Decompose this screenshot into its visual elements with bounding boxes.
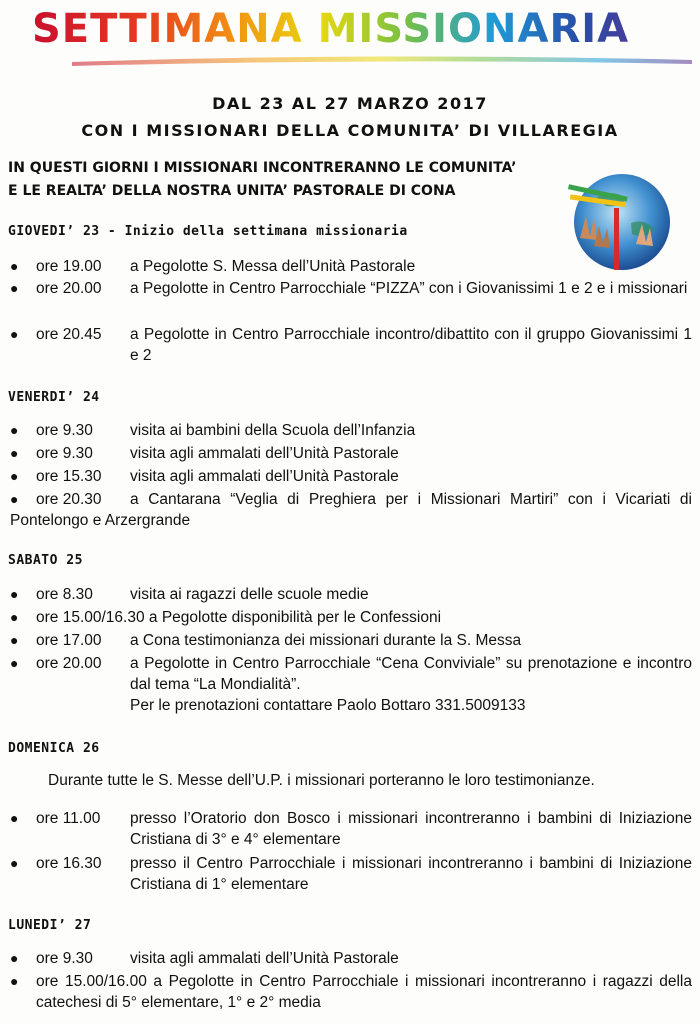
day-header-venerdi: VENERDI’ 24 xyxy=(8,390,100,405)
bullet-icon: ● xyxy=(10,491,19,507)
bullet-icon: ● xyxy=(10,655,19,671)
bullet-icon: ● xyxy=(10,973,19,989)
title-text: SETTIMANA MISSIONARIA xyxy=(32,6,672,52)
event-time: ore 20.00 xyxy=(36,655,102,672)
event-item xyxy=(10,630,692,651)
event-time: ore 16.30 xyxy=(36,855,102,872)
bullet-icon: ● xyxy=(10,445,19,461)
event-time: ore 17.00 xyxy=(36,632,102,649)
bullet-icon: ● xyxy=(10,810,19,826)
event-item xyxy=(10,256,692,277)
event-description: a Cona testimonianza dei missionari durante la S. Messa xyxy=(130,632,522,649)
event-item xyxy=(10,584,692,605)
event-description xyxy=(36,971,692,1013)
booking-contact: Per le prenotazioni contattare Paolo Bottaro 331.5009133 xyxy=(130,697,526,714)
day-header-lunedi: LUNEDI’ 27 xyxy=(8,918,92,933)
event-item xyxy=(10,466,692,487)
bullet-icon: ● xyxy=(10,609,19,625)
event-item xyxy=(10,324,692,366)
poster-title xyxy=(32,6,672,64)
event-item xyxy=(10,853,692,895)
event-description: a Cantarana “Veglia di Preghiera per i Missionari Martiri” con i Vicariati di Pontelongo e Arzergrande xyxy=(10,491,692,529)
event-time: ore 9.30 xyxy=(36,950,93,967)
event-item xyxy=(10,653,692,717)
event-description: visita agli ammalati dell’Unità Pastorale xyxy=(130,468,399,485)
event-time: ore 20.45 xyxy=(36,326,102,343)
bullet-icon: ● xyxy=(10,950,19,966)
event-description: a Pegolotte in Centro Parrocchiale incontro/dibattito con il gruppo Giovanissimi 1 e 2 xyxy=(130,326,692,364)
event-time: ore 15.00/16.30 xyxy=(36,609,145,626)
event-time: ore 20.00 xyxy=(36,280,102,297)
event-description: presso l’Oratorio don Bosco i missionari incontreranno i bambini di Iniziazione Cristiana di 3° e 4° elementare xyxy=(130,810,692,848)
date-range-subtitle: DAL 23 AL 27 MARZO 2017 xyxy=(212,94,488,113)
event-description xyxy=(130,653,692,716)
event-item xyxy=(10,971,692,1013)
event-time: ore 15.00/16.00 xyxy=(36,973,147,990)
day-header-sabato: SABATO 25 xyxy=(8,553,83,568)
event-item xyxy=(10,607,692,628)
day-header-domenica: DOMENICA 26 xyxy=(8,741,100,756)
bullet-icon: ● xyxy=(10,586,19,602)
event-description: a Pegolotte in Centro Parrocchiale “PIZZA” con i Giovanissimi 1 e 2 e i missionari xyxy=(130,280,688,297)
event-description: presso il Centro Parrocchiale i missionari incontreranno i bambini di Iniziazione Cristiana di 1° elementare xyxy=(130,855,692,893)
event-description: visita ai bambini della Scuola dell’Infanzia xyxy=(130,422,416,439)
event-description-text: a Pegolotte in Centro Parrocchiale i missionari incontreranno i ragazzi della catechesi di 5° elementare, 1° e 2° media xyxy=(36,973,692,1011)
event-item xyxy=(10,948,692,969)
event-time: ore 20.30 xyxy=(36,491,102,508)
event-item xyxy=(10,443,692,464)
event-time: ore 11.00 xyxy=(36,810,101,827)
bullet-icon: ● xyxy=(10,280,19,296)
event-description: visita agli ammalati dell’Unità Pastorale xyxy=(130,950,399,967)
event-item xyxy=(10,420,692,441)
event-item xyxy=(10,489,692,531)
bullet-icon: ● xyxy=(10,258,19,274)
day-header-giovedi: GIOVEDI’ 23 - Inizio della settimana missionaria xyxy=(8,224,408,239)
event-description: a Pegolotte S. Messa dell’Unità Pastorale xyxy=(130,258,416,275)
event-description-text: a Pegolotte in Centro Parrocchiale “Cena Conviviale” su prenotazione e incontro dal tema “La Mondialità”. xyxy=(130,655,692,693)
event-description: visita agli ammalati dell’Unità Pastorale xyxy=(130,445,399,462)
community-subtitle: CON I MISSIONARI DELLA COMUNITA’ DI VILLAREGIA xyxy=(81,121,619,140)
bullet-icon: ● xyxy=(10,422,19,438)
event-description: visita ai ragazzi delle scuole medie xyxy=(130,586,369,603)
intro-line-1: IN QUESTI GIORNI I MISSIONARI INCONTRERANNO LE COMUNITA’ xyxy=(8,160,517,176)
rainbow-swoosh-decoration xyxy=(72,52,692,66)
event-description-text: a Pegolotte disponibilità per le Confessioni xyxy=(148,609,442,626)
event-time: ore 9.30 xyxy=(36,445,93,462)
event-time: ore 19.00 xyxy=(36,258,102,275)
event-item xyxy=(10,278,692,320)
sunday-note: Durante tutte le S. Messe dell’U.P. i missionari porteranno le loro testimonianze. xyxy=(48,772,595,789)
bullet-icon: ● xyxy=(10,468,19,484)
event-time: ore 9.30 xyxy=(36,422,93,439)
event-time: ore 15.30 xyxy=(36,468,102,485)
event-item xyxy=(10,808,692,850)
event-description xyxy=(36,607,692,628)
bullet-icon: ● xyxy=(10,855,19,871)
bullet-icon: ● xyxy=(10,632,19,648)
intro-line-2: E LE REALTA’ DELLA NOSTRA UNITA’ PASTORALE DI CONA xyxy=(8,183,456,199)
bullet-icon: ● xyxy=(10,326,19,342)
event-time: ore 8.30 xyxy=(36,586,93,603)
